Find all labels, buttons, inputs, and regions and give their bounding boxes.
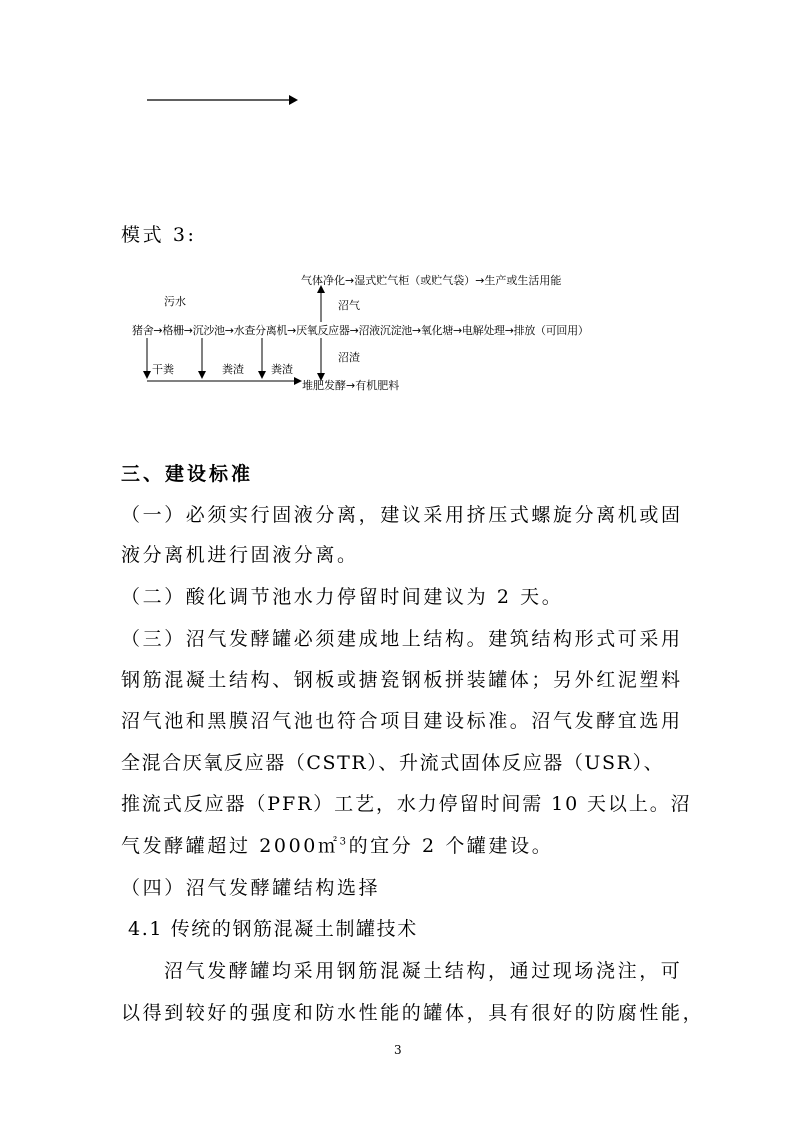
superscript-3: 3 — [339, 836, 349, 848]
residue-label-1: 粪渣 — [222, 363, 244, 376]
compost-chain-text: 堆肥发酵→有机肥料 — [302, 379, 400, 392]
paragraph-4: （四）沼气发酵罐结构选择 — [121, 877, 381, 899]
paragraph-3-line-1: （三）沼气发酵罐必须建成地上结构。建筑结构形式可采用 — [121, 628, 683, 650]
paragraph-1-line-1: （一）必须实行固液分离，建议采用挤压式螺旋分离机或固 — [121, 504, 683, 526]
p3-line6-part-a: 气发酵罐超过 2000㎡ — [121, 835, 340, 857]
wastewater-label: 污水 — [164, 295, 186, 308]
mode-label: 模式 3: — [121, 224, 197, 246]
paragraph-3-line-5: 推流式反应器（PFR）工艺，水力停留时间需 10 天以上。沼 — [121, 793, 692, 815]
sludge-label: 沼渣 — [338, 351, 360, 364]
residue-label-2: 粪渣 — [271, 363, 293, 376]
paragraph-3-line-3: 沼气池和黑膜沼气池也符合项目建设标准。沼气发酵宜选用 — [121, 710, 683, 732]
subsection-4-1: 4.1 传统的钢筋混凝土制罐技术 — [128, 918, 418, 940]
gas-chain-text: 气体净化→湿式贮气柜（或贮气袋）→生产或生活用能 — [301, 274, 562, 287]
paragraph-3-line-4: 全混合厌氧反应器（CSTR）、升流式固体反应器（USR）、 — [121, 752, 665, 774]
paragraph-3-line-6 — [121, 831, 553, 858]
paragraph-3-line-2: 钢筋混凝土结构、钢板或搪瓷钢板拼装罐体；另外红泥塑料 — [121, 669, 683, 691]
page-number: 3 — [394, 1043, 402, 1057]
section-heading: 三、建设标准 — [121, 463, 254, 485]
paragraph-1-line-2: 液分离机进行固液分离。 — [121, 544, 359, 566]
biogas-label: 沼气 — [338, 299, 360, 312]
paragraph-6-line-1: 沼气发酵罐均采用钢筋混凝土结构，通过现场浇注，可 — [164, 960, 683, 982]
paragraph-6-line-2: 以得到较好的强度和防水性能的罐体，具有很好的防腐性能， — [121, 1002, 705, 1024]
p3-line6-part-b: 的宜分 2 个罐建设。 — [348, 835, 554, 857]
paragraph-2: （二）酸化调节池水力停留时间建议为 2 天。 — [121, 586, 564, 608]
main-chain-text: 猪舍→格栅→沉沙池→水查分离机→厌氧反应器→沼液沉淀池→氧化塘→电解处理→排放（可回用） — [132, 324, 589, 337]
dry-manure-label: 干粪 — [152, 363, 174, 376]
